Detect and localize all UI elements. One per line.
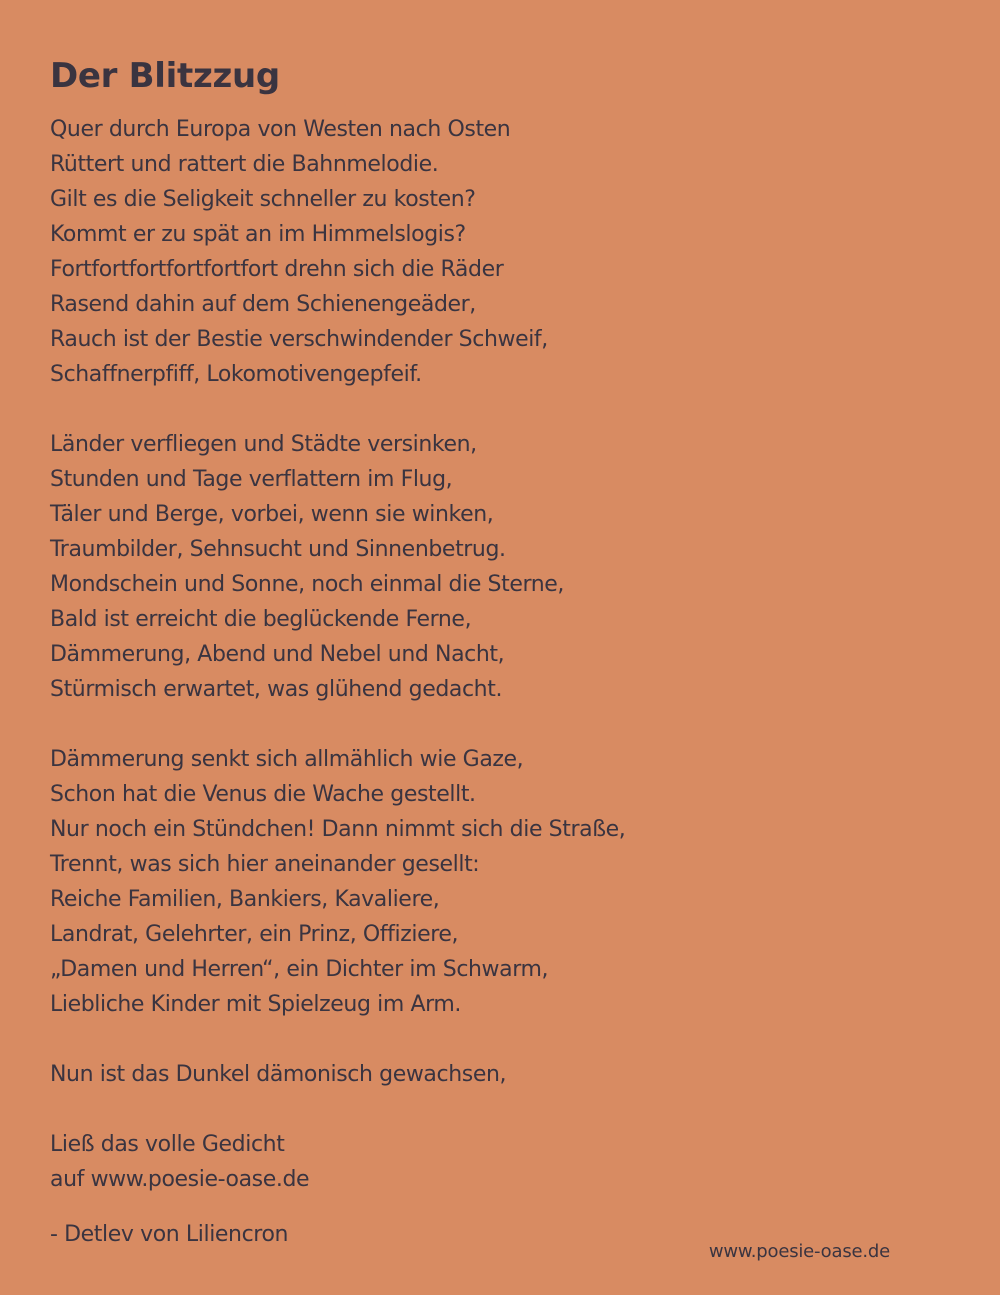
poem-line: Nur noch ein Stündchen! Dann nimmt sich die Straße, xyxy=(50,817,626,842)
poem-line: Täler und Berge, vorbei, wenn sie winken, xyxy=(50,502,494,527)
poem-line: Reiche Familien, Bankiers, Kavaliere, xyxy=(50,887,440,912)
poem-line: Trennt, was sich hier aneinander gesellt: xyxy=(50,852,480,877)
poem-line: Traumbilder, Sehnsucht und Sinnenbetrug. xyxy=(50,537,506,562)
poem-line: Dämmerung, Abend und Nebel und Nacht, xyxy=(50,642,505,667)
poem-line: Nun ist das Dunkel dämonisch gewachsen, xyxy=(50,1062,507,1087)
poem-line: Rüttert und rattert die Bahnmelodie. xyxy=(50,152,439,177)
poem-line: Stürmisch erwartet, was glühend gedacht. xyxy=(50,677,503,702)
poem-line: Rasend dahin auf dem Schienengeäder, xyxy=(50,292,476,317)
poem-line: Quer durch Europa von Westen nach Osten xyxy=(50,117,511,142)
poem-title: Der Blitzzug xyxy=(50,56,280,96)
note-line: auf www.poesie-oase.de xyxy=(50,1167,310,1192)
poem-line: Kommt er zu spät an im Himmelslogis? xyxy=(50,222,466,247)
poem-line: Länder verfliegen und Städte versinken, xyxy=(50,432,477,457)
poem-author: - Detlev von Liliencron xyxy=(50,1222,289,1247)
stanza-4 xyxy=(50,1057,950,1092)
poem-line: Mondschein und Sonne, noch einmal die Sterne, xyxy=(50,572,565,597)
poem-page xyxy=(50,52,950,1252)
poem-line: Fortfortfortfortfortfort drehn sich die Räder xyxy=(50,257,504,282)
poem-line: Rauch ist der Bestie verschwindender Schweif, xyxy=(50,327,548,352)
note-line: Ließ das volle Gedicht xyxy=(50,1132,285,1157)
poem-line: Dämmerung senkt sich allmählich wie Gaze, xyxy=(50,747,524,772)
poem-line: Landrat, Gelehrter, ein Prinz, Offiziere, xyxy=(50,922,459,947)
full-poem-note xyxy=(50,1127,950,1197)
stanza-1 xyxy=(50,112,950,392)
poem-line: „Damen und Herren“, ein Dichter im Schwarm, xyxy=(50,957,549,982)
poem-line: Schon hat die Venus die Wache gestellt. xyxy=(50,782,476,807)
poem-line: Schaffnerpfiff, Lokomotivengepfeif. xyxy=(50,362,422,387)
stanza-3 xyxy=(50,742,950,1022)
poem-line: Gilt es die Seligkeit schneller zu kosten? xyxy=(50,187,476,212)
poem-line: Bald ist erreicht die beglückende Ferne, xyxy=(50,607,472,632)
poem-line: Stunden und Tage verflattern im Flug, xyxy=(50,467,453,492)
poem-line: Liebliche Kinder mit Spielzeug im Arm. xyxy=(50,992,461,1017)
site-watermark: www.poesie-oase.de xyxy=(708,1241,890,1262)
stanza-2 xyxy=(50,427,950,707)
